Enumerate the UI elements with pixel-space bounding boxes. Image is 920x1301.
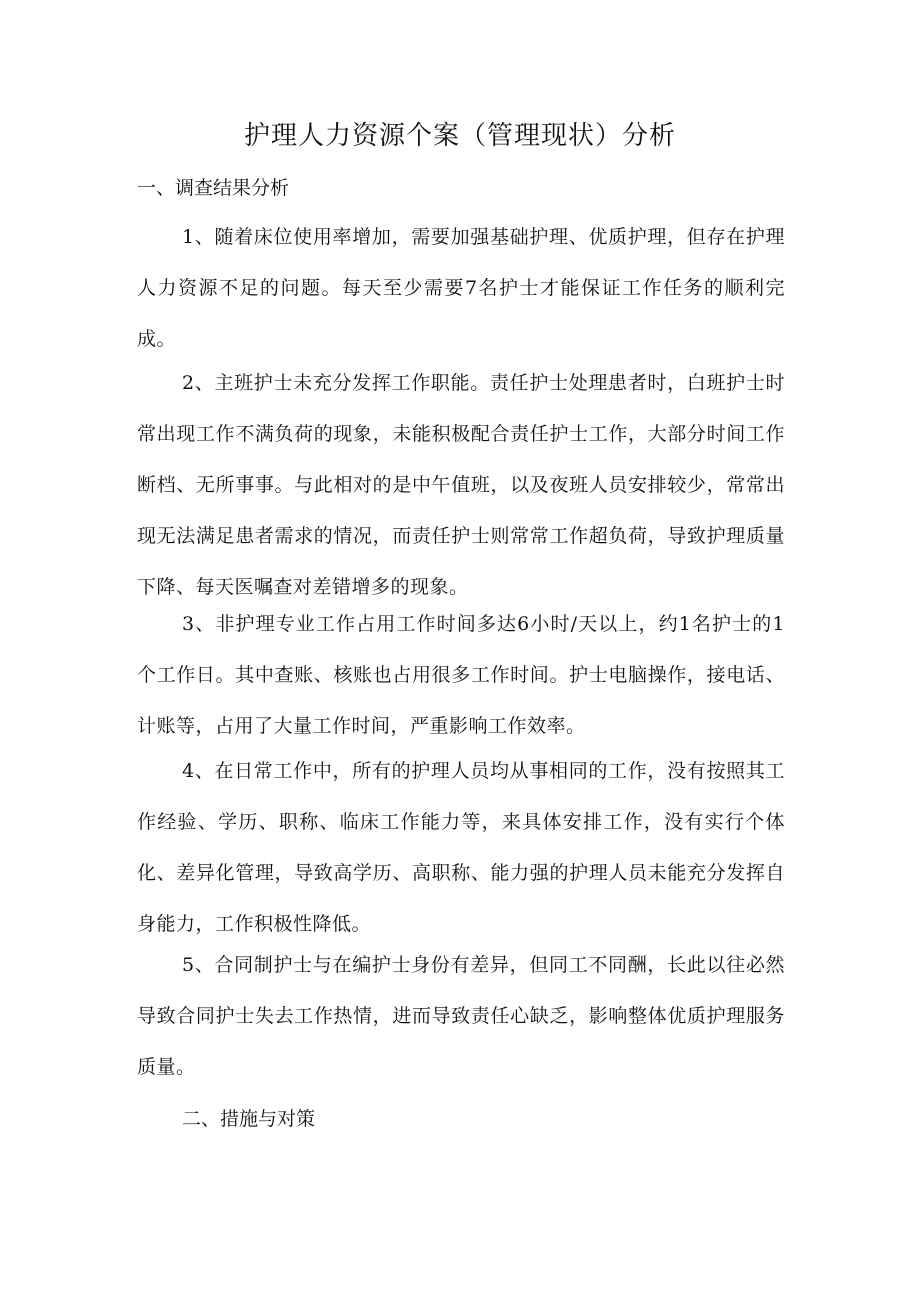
paragraph-3: 3、非护理专业工作占用工作时间多达6小时/天以上，约1名护士的1个工作日。其中查账、核账也占用很多工作时间。护士电脑操作，接电话、计账等，占用了大量工作时间，严重影响工作效率。 (137, 613, 785, 737)
section-heading-measures: 二、措施与对策 (182, 1108, 316, 1130)
paragraph-1: 1、随着床位使用率增加，需要加强基础护理、优质护理，但存在护理人力资源不足的问题。每天至少需要7名护士才能保证工作任务的顺利完成。 (137, 226, 785, 350)
paragraph-2: 2、主班护士未充分发挥工作职能。责任护士处理患者时，白班护士时常出现工作不满负荷的现象，未能积极配合责任护士工作，大部分时间工作断档、无所事事。与此相对的是中午值班，以及夜班人员安排较少，常常出现无法满足患者需求的情况，而责任护士则常常工作超负荷，导致护理质量下降、每天医嘱查对差错增多的现象。 (137, 372, 785, 598)
paragraph-5: 5、合同制护士与在编护士身份有差异，但同工不同酬，长此以往必然导致合同护士失去工作热情，进而导致责任心缺乏，影响整体优质护理服务质量。 (137, 954, 785, 1078)
document-title: 护理人力资源个案（管理现状）分析 (243, 121, 676, 151)
section-heading-survey-analysis: 一、调查结果分析 (137, 177, 290, 199)
paragraph-4: 4、在日常工作中，所有的护理人员均从事相同的工作，没有按照其工作经验、学历、职称、临床工作能力等，来具体安排工作，没有实行个体化、差异化管理，导致高学历、高职称、能力强的护理人员未能充分发挥自身能力，工作积极性降低。 (137, 760, 785, 935)
